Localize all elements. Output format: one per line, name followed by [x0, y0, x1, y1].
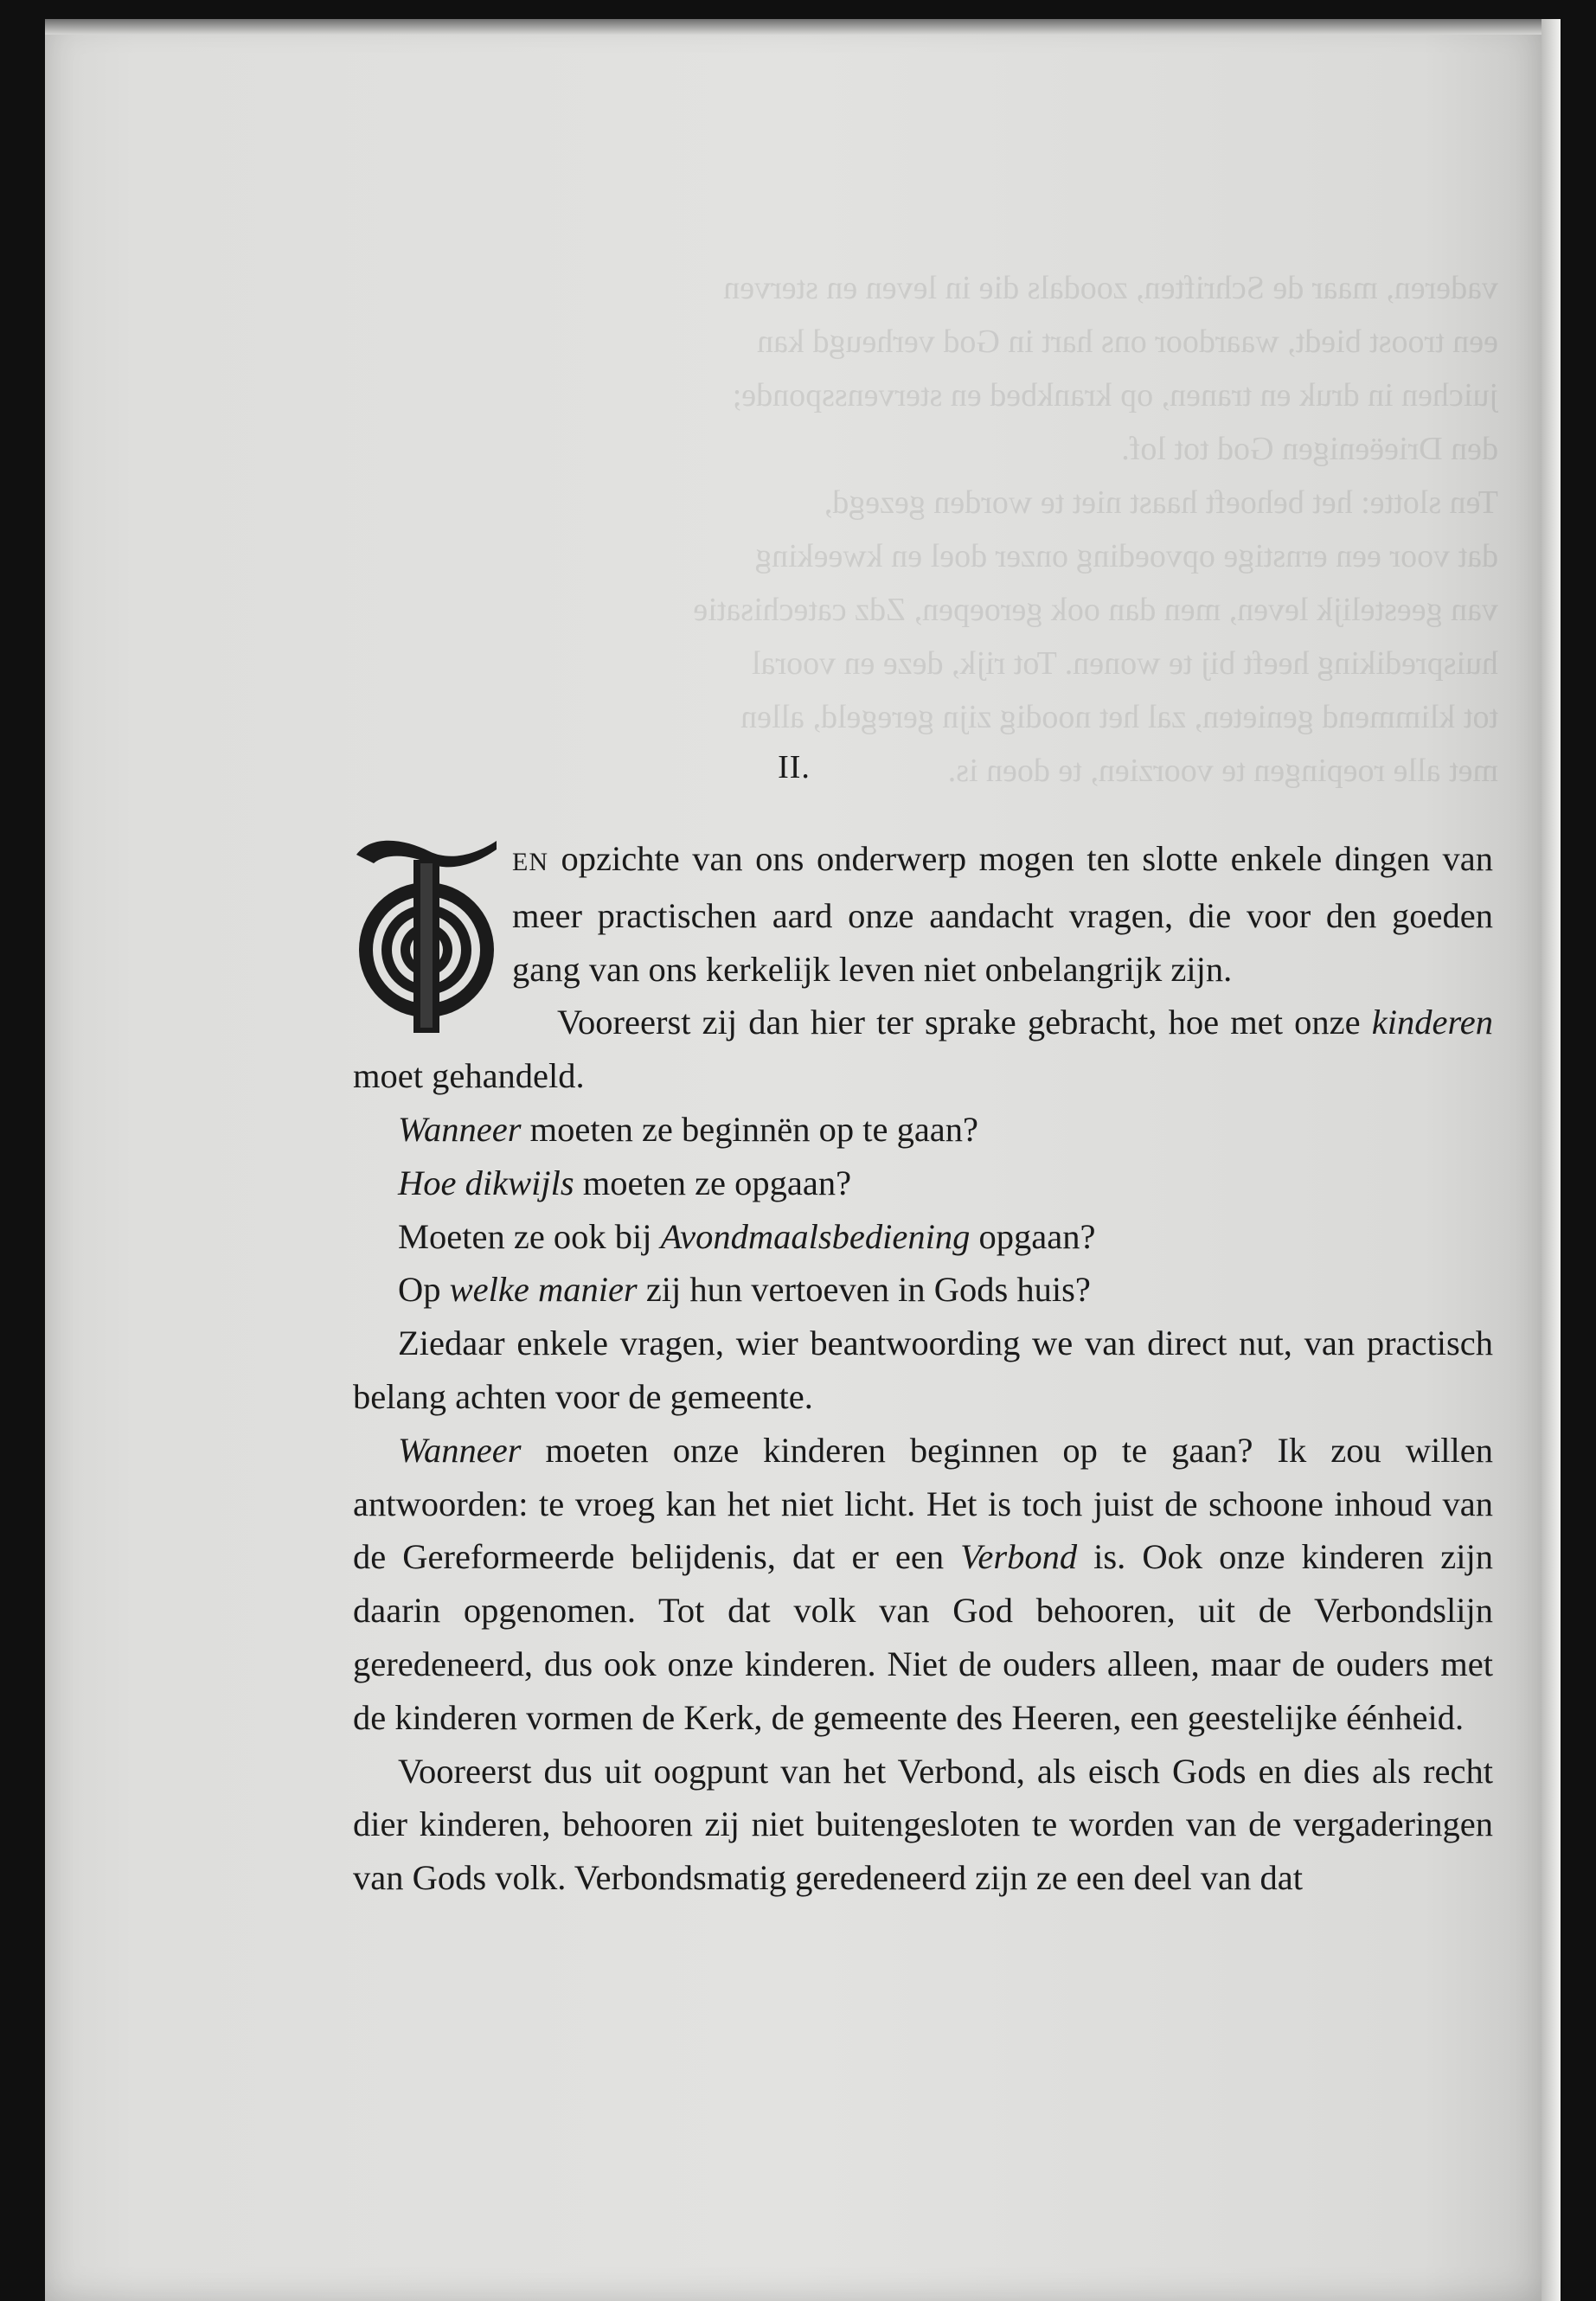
question-manner	[353, 1263, 1493, 1317]
paragraph-questions-summary: Ziedaar enkele vragen, wier beantwoording we van direct nut, van practisch belang achten voor de gemeente.	[353, 1324, 1493, 1416]
section-heading: II.	[778, 749, 811, 785]
page-edge	[1542, 19, 1561, 2301]
italic-term: welke manier	[449, 1270, 638, 1310]
italic-term: Hoe dikwijls	[398, 1163, 574, 1202]
text-run: opgaan?	[970, 1216, 1096, 1256]
page-top-shadow	[45, 19, 1543, 35]
lead-smallcaps: EN	[512, 848, 548, 876]
question-communion	[353, 1210, 1493, 1264]
text-run: is. Ook onze kinderen zijn daarin opgenomen. Tot dat volk van God behooren, uit de Verbondslijn geredeneerd, dus ook onze kinderen. Niet de ouders alleen, maar de ouders met de kinderen vormen de Kerk, de gemeente des Heeren, een geestelijke éénheid.	[353, 1537, 1494, 1737]
italic-term: Verbond	[960, 1537, 1078, 1577]
italic-term: Wanneer	[398, 1109, 522, 1149]
italic-term: Wanneer	[398, 1430, 522, 1470]
paragraph-first-reason: Vooreerst dus uit oogpunt van het Verbond, als eisch Gods en dies als recht dier kinderen, behooren zij niet buitengesloten te worden van de vergaderingen van Gods volk. Verbondsmatig geredeneerd zijn ze een deel van dat	[353, 1751, 1493, 1898]
question-how-often	[353, 1157, 1493, 1210]
paragraph-covenant	[353, 1424, 1493, 1745]
paragraph-intro-text: opzichte van ons onderwerp mogen ten slotte enkele dingen van meer practischen aard onze aandacht vragen, die voor den goeden gang van ons kerkelijk leven niet onbelangrijk zijn.	[512, 839, 1493, 989]
italic-term: Avondmaalsbediening	[660, 1216, 971, 1256]
text-run: Vooreerst zij dan hier ter sprake gebracht, hoe met onze	[557, 1003, 1372, 1042]
paragraph-intro	[353, 832, 1493, 996]
text-run: Op	[398, 1270, 450, 1310]
text-run: moet gehandeld.	[353, 1056, 585, 1096]
paragraph-children	[353, 996, 1493, 1103]
text-run: Moeten ze ook bij	[398, 1216, 661, 1256]
body-text	[353, 832, 1493, 1905]
question-when	[353, 1103, 1493, 1157]
text-run: zij hun vertoeven in Gods huis?	[637, 1270, 1091, 1310]
italic-term: kinderen	[1371, 1003, 1493, 1042]
show-through-text: vaderen, maar de Schriften, zoodals die in leven en sterven een troost biedt, waardoor ons hart in God verheugd kan juichen in druk en tranen, op krankbed en stervenssponde; den Drieëenigen God tot lof. Ten slotte: het behoeft haast niet te worden gezegd, dat voor een ernstige opvoeding onzer doel en kweeking van geestelijk leven, men dan ook geroepen, Zdz catechisatie huisprediking heeft bij te wonen. Tot rijk, deze en vooral tot klimmend genieten, zal het noodig zijn geregeld, allen met alle roepingen te voorzien, te doen is.	[693, 270, 1498, 789]
text-run: moeten ze opgaan?	[574, 1163, 852, 1202]
text-run: moeten onze kinderen beginnen op te gaan? Ik zou willen antwoorden: te vroeg kan het niet licht. Het is toch juist de schoone inhoud van de Gereformeerde belijdenis, dat er een	[353, 1430, 1493, 1577]
book-page	[45, 19, 1543, 2301]
dropcap-t-ornament	[353, 829, 500, 1036]
text-run: moeten ze beginnën op te gaan?	[521, 1109, 979, 1149]
